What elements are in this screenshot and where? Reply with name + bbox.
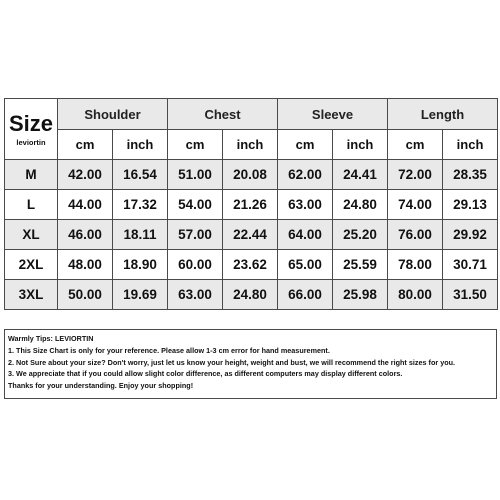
table-cell: 63.00 bbox=[278, 190, 333, 220]
table-cell: 19.69 bbox=[113, 280, 168, 310]
unit-header: cm bbox=[58, 130, 113, 160]
tips-box bbox=[4, 329, 497, 399]
table-cell: 51.00 bbox=[168, 160, 223, 190]
tip-line: 3. We appreciate that if you could allow slight color difference, as different computers may display different colors. bbox=[8, 369, 403, 379]
unit-header: inch bbox=[333, 130, 388, 160]
table-cell: 63.00 bbox=[168, 280, 223, 310]
table-cell: 18.90 bbox=[113, 250, 168, 280]
table-cell: 28.35 bbox=[443, 160, 498, 190]
table-cell: 78.00 bbox=[388, 250, 443, 280]
table-cell: 17.32 bbox=[113, 190, 168, 220]
header-shoulder: Shoulder bbox=[58, 99, 168, 130]
table-cell: 65.00 bbox=[278, 250, 333, 280]
size-chart-table bbox=[4, 98, 498, 310]
size-label: L bbox=[5, 190, 58, 220]
table-cell: 74.00 bbox=[388, 190, 443, 220]
table-cell: 24.41 bbox=[333, 160, 388, 190]
table-row bbox=[5, 190, 498, 220]
table-cell: 48.00 bbox=[58, 250, 113, 280]
size-label: 2XL bbox=[5, 250, 58, 280]
header-length: Length bbox=[388, 99, 498, 130]
table-cell: 24.80 bbox=[223, 280, 278, 310]
table-cell: 42.00 bbox=[58, 160, 113, 190]
table-row bbox=[5, 160, 498, 190]
unit-header: cm bbox=[388, 130, 443, 160]
table-row bbox=[5, 250, 498, 280]
size-label: 3XL bbox=[5, 280, 58, 310]
table-cell: 80.00 bbox=[388, 280, 443, 310]
unit-header: cm bbox=[278, 130, 333, 160]
brand-label: leviortin bbox=[16, 138, 46, 147]
tip-line: 2. Not Sure about your size? Don't worry, just let us know your height, weight and bust, we will recommend the right sizes for you. bbox=[8, 357, 456, 367]
unit-header: inch bbox=[443, 130, 498, 160]
table-cell: 25.20 bbox=[333, 220, 388, 250]
table-cell: 30.71 bbox=[443, 250, 498, 280]
table-cell: 62.00 bbox=[278, 160, 333, 190]
size-label: M bbox=[5, 160, 58, 190]
table-cell: 24.80 bbox=[333, 190, 388, 220]
table-cell: 31.50 bbox=[443, 280, 498, 310]
header-chest: Chest bbox=[168, 99, 278, 130]
table-row bbox=[5, 220, 498, 250]
table-cell: 29.92 bbox=[443, 220, 498, 250]
table-cell: 72.00 bbox=[388, 160, 443, 190]
table-cell: 54.00 bbox=[168, 190, 223, 220]
table-cell: 25.98 bbox=[333, 280, 388, 310]
table-cell: 66.00 bbox=[278, 280, 333, 310]
tips-closing: Thanks for your understanding. Enjoy your shopping! bbox=[8, 381, 194, 391]
table-row bbox=[5, 280, 498, 310]
table-cell: 46.00 bbox=[58, 220, 113, 250]
size-corner-cell bbox=[5, 99, 58, 160]
tip-line: 1. This Size Chart is only for your reference. Please allow 1-3 cm error for hand measurement. bbox=[8, 345, 330, 355]
table-cell: 60.00 bbox=[168, 250, 223, 280]
table-cell: 18.11 bbox=[113, 220, 168, 250]
table-cell: 23.62 bbox=[223, 250, 278, 280]
table-cell: 44.00 bbox=[58, 190, 113, 220]
table-cell: 25.59 bbox=[333, 250, 388, 280]
size-label: XL bbox=[5, 220, 58, 250]
table-cell: 16.54 bbox=[113, 160, 168, 190]
unit-header: cm bbox=[168, 130, 223, 160]
table-cell: 20.08 bbox=[223, 160, 278, 190]
table-cell: 21.26 bbox=[223, 190, 278, 220]
table-cell: 57.00 bbox=[168, 220, 223, 250]
unit-header: inch bbox=[223, 130, 278, 160]
table-cell: 76.00 bbox=[388, 220, 443, 250]
tips-heading: Warmly Tips: LEVIORTIN bbox=[8, 334, 94, 343]
table-cell: 29.13 bbox=[443, 190, 498, 220]
table-cell: 50.00 bbox=[58, 280, 113, 310]
unit-header: inch bbox=[113, 130, 168, 160]
table-cell: 64.00 bbox=[278, 220, 333, 250]
table-cell: 22.44 bbox=[223, 220, 278, 250]
size-title: Size bbox=[8, 111, 54, 136]
header-sleeve: Sleeve bbox=[278, 99, 388, 130]
